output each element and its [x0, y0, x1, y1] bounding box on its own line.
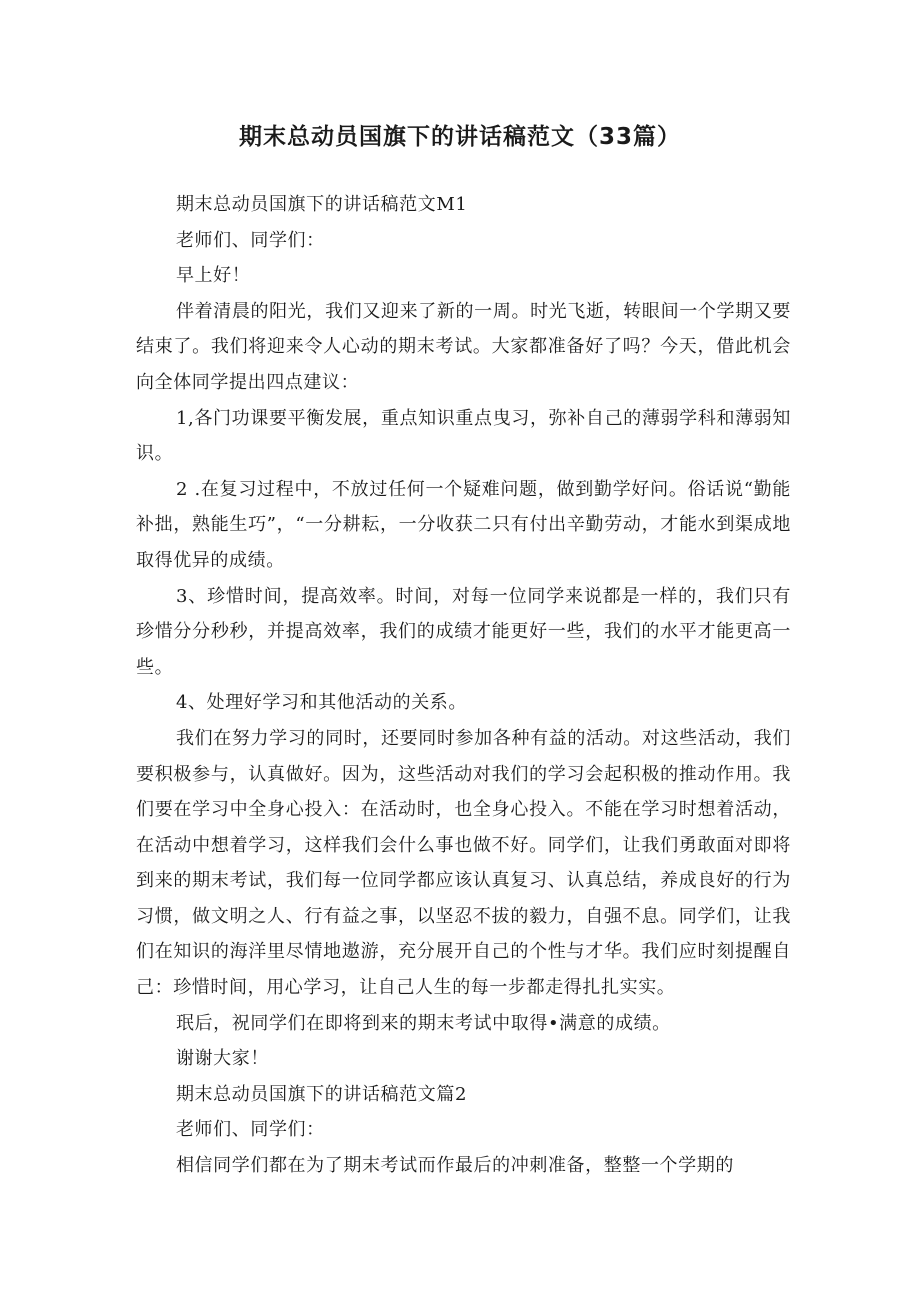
greeting: 早上好！	[175, 265, 251, 287]
salutation-2: 老师们、同学们：	[175, 1119, 325, 1141]
closing-wish: 珉后，祝同学们在即将到来的期末考试中取得•满意的成绩。	[175, 1012, 671, 1034]
suggestion-4: 4、处理好学习和其他活动的关系。	[175, 692, 468, 714]
suggestion-1: 1,各门功课要平衡发展，重点知识重点曳习，弥补自己的薄弱学科和薄弱知识。	[136, 407, 791, 465]
section-heading-2: 期末总动员国旗下的讲话稿范文篇2	[175, 1083, 468, 1105]
intro-paragraph: 伴着清晨的阳光，我们又迎来了新的一周。时光飞逝，转眼间一个学期又要结束了。我们将迎来令人心动的期末考试。大家都准备好了吗？今天，借此机会向全体同学提出四点建议：	[136, 300, 791, 393]
section-heading-1: 期末总动员国旗下的讲话稿范文M1	[175, 194, 468, 215]
salutation: 老师们、同学们：	[175, 229, 325, 251]
document-body	[136, 187, 791, 1184]
activities-paragraph: 我们在努力学习的同时，还要同时参加各种有益的活动。对这些活动，我们要积极参与，认真做好。因为，这些活动对我们的学习会起积极的推动作用。我们要在学习中全身心投入：在活动时，也全身心投入。不能在学习时想着活动，在活动中想着学习，这样我们会什么事也做不好。同学们，让我们勇敢面对即将到来的期末考试，我们每一位同学都应该认真复习、认真总结，养成良好的行为习惯，做文明之人、行有益之事，以坚忍不拔的毅力，自强不息。同学们，让我们在知识的海洋里尽情地遨游，充分展开自己的个性与才华。我们应时刻提醒自己：珍惜时间，用心学习，让自己人生的每一步都走得扎扎实实。	[136, 727, 791, 999]
document-title: 期末总动员国旗下的讲话稿范文（33篇）	[238, 124, 681, 150]
section-2-paragraph: 相信同学们都在为了期末考试而作最后的冲刺准备，整整一个学期的	[175, 1155, 734, 1177]
suggestion-3: 3、珍惜时间，提高效率。时间，对每一位同学来说都是一样的，我们只有珍惜分分秒秒，并提高效率，我们的成绩才能更好一些，我们的水平才能更高一些。	[136, 585, 791, 678]
thanks: 谢谢大家！	[175, 1048, 269, 1070]
suggestion-2: 2 .在复习过程中，不放过任何一个疑难问题，做到勤学好问。俗话说“勤能补拙，熟能生巧”，“一分耕耘，一分收获二只有付出辛勤劳动，才能水到渠成地取得优异的成绩。	[136, 478, 791, 571]
